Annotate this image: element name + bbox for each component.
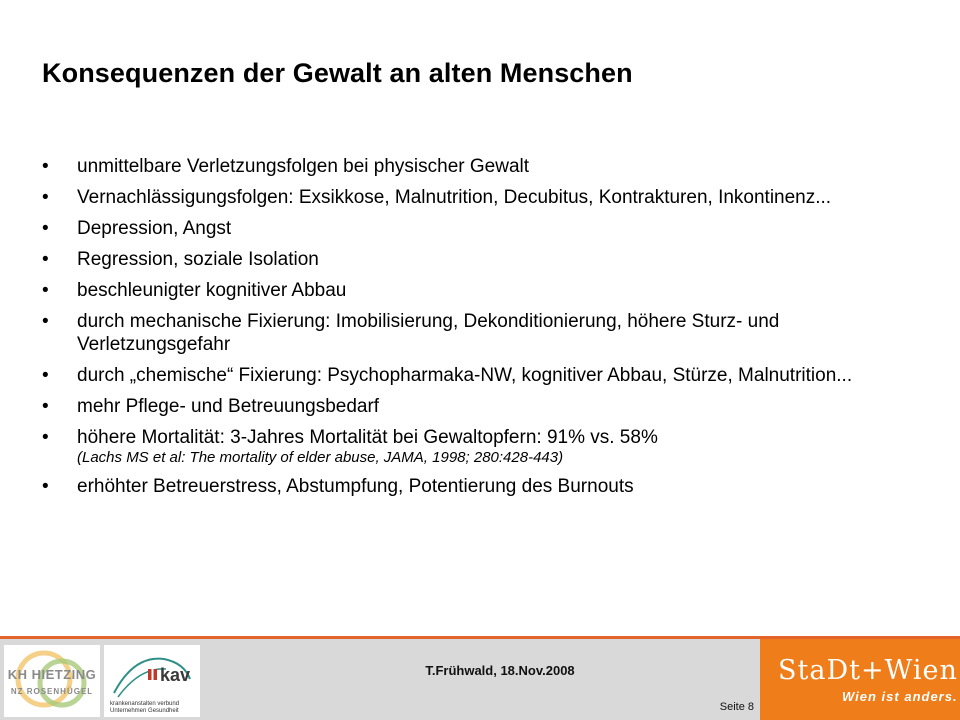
bullet-icon: • xyxy=(42,249,49,270)
bullet-item xyxy=(42,475,922,498)
bullet-text: durch „chemische“ Fixierung: Psychopharmaka-NW, kognitiver Abbau, Stürze, Malnutrition... xyxy=(77,365,853,386)
stadt-wien-slogan: Wien ist anders. xyxy=(842,689,958,704)
bullet-icon: • xyxy=(42,427,49,448)
bullet-item xyxy=(42,426,922,467)
kav-mark: kav xyxy=(160,665,191,685)
stadt-wien-wordmark: StaDt+Wien xyxy=(778,655,958,686)
bullet-item xyxy=(42,364,922,387)
bullet-item xyxy=(42,310,922,356)
bullet-item xyxy=(42,248,922,271)
bullet-text: Vernachlässigungsfolgen: Exsikkose, Malnutrition, Decubitus, Kontrakturen, Inkontinenz... xyxy=(77,187,832,208)
kh-hietzing-logo xyxy=(4,645,100,717)
kh-logo-line1: KH HIETZING xyxy=(7,667,97,682)
slide-title: Konsequenzen der Gewalt an alten Menschen xyxy=(42,58,633,88)
bullet-icon: • xyxy=(42,476,49,497)
bullet-list xyxy=(42,155,922,506)
bullet-text: unmittelbare Verletzungsfolgen bei physischer Gewalt xyxy=(77,156,530,177)
bullet-item xyxy=(42,395,922,418)
bullet-item xyxy=(42,155,922,178)
bullet-text: erhöhter Betreuerstress, Abstumpfung, Potentierung des Burnouts xyxy=(77,476,634,497)
bullet-text: Depression, Angst xyxy=(77,218,232,239)
bullet-icon: • xyxy=(42,156,49,177)
bullet-icon: • xyxy=(42,311,49,332)
bullet-icon: • xyxy=(42,365,49,386)
bullet-text: mehr Pflege- und Betreuungsbedarf xyxy=(77,396,380,417)
presenter-date: T.Frühwald, 18.Nov.2008 xyxy=(425,663,575,678)
bullet-icon: • xyxy=(42,396,49,417)
kh-logo-line2: NZ ROSENHÜGEL xyxy=(10,687,94,696)
citation: (Lachs MS et al: The mortality of elder abuse, JAMA, 1998; 280:428-443) xyxy=(77,449,564,466)
bullet-text: durch mechanische Fixierung: Imobilisierung, Dekonditionierung, höhere Sturz- und Verletzungsgefahr xyxy=(77,311,780,355)
kav-logo xyxy=(104,645,200,717)
bullet-icon: • xyxy=(42,218,49,239)
kav-line1: krankenanstalten verbund xyxy=(110,701,180,707)
bullet-text: beschleunigter kognitiver Abbau xyxy=(77,280,347,301)
page-number: Seite 8 xyxy=(719,701,754,713)
bullet-icon: • xyxy=(42,280,49,301)
slide-footer xyxy=(0,639,960,720)
bullet-item xyxy=(42,279,922,302)
bullet-item xyxy=(42,186,922,209)
bullet-icon: • xyxy=(42,187,49,208)
bullet-text: Regression, soziale Isolation xyxy=(77,249,319,270)
bullet-text: höhere Mortalität: 3-Jahres Mortalität bei Gewaltopfern: 91% vs. 58% xyxy=(77,427,658,448)
bullet-item xyxy=(42,217,922,240)
kav-line2: Unternehmen Gesundheit xyxy=(110,708,179,714)
stadt-wien-logo xyxy=(760,639,960,720)
